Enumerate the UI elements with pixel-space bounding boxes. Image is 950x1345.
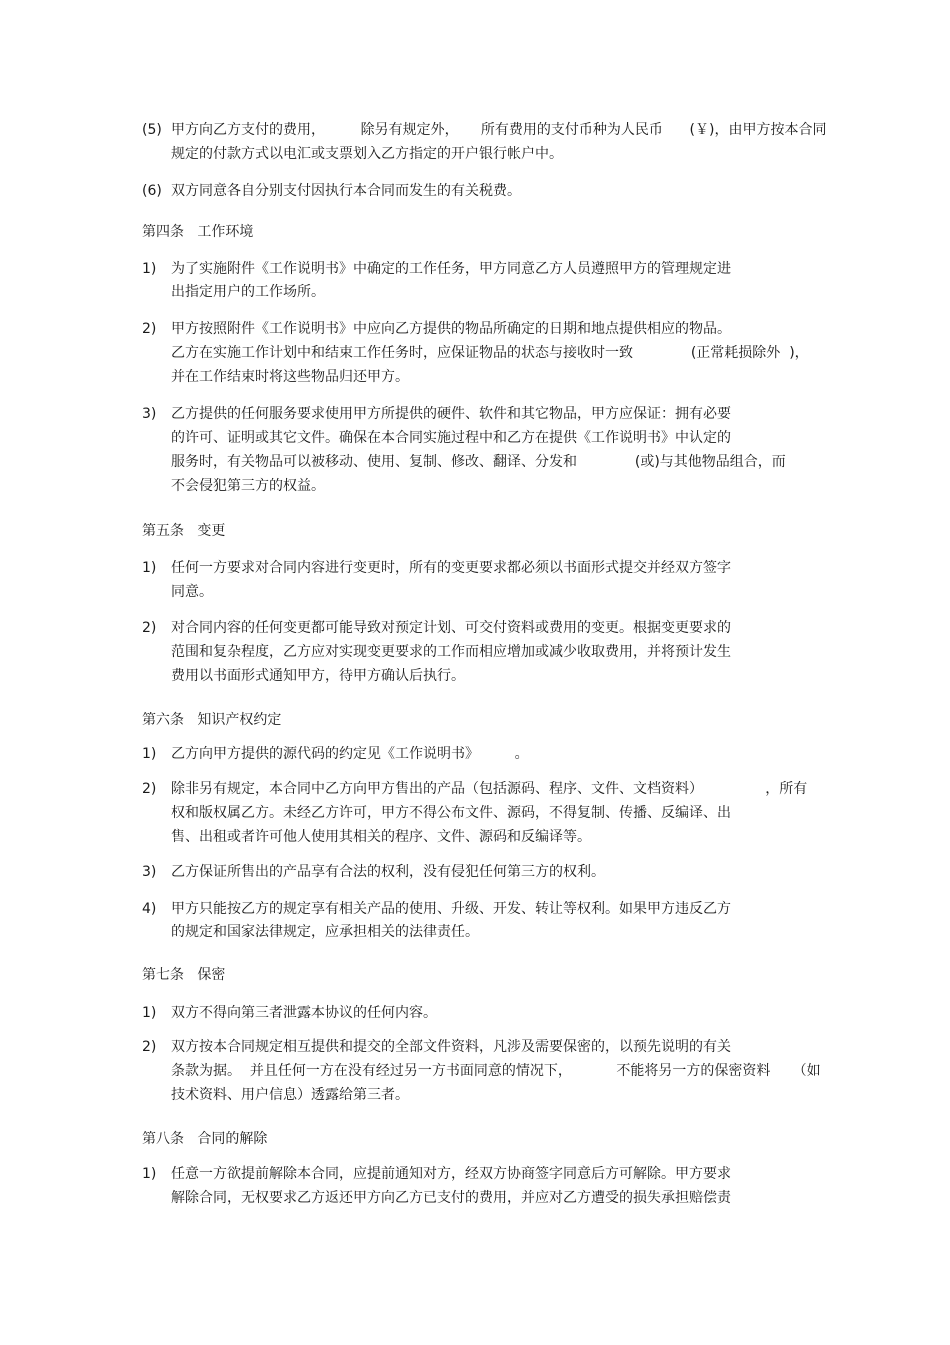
item-text-line: 任何一方要求对合同内容进行变更时，所有的变更要求都必须以书面形式提交并经双方签字 [171,560,731,576]
item-number: 3) [142,406,157,422]
item-number: 1) [142,560,157,576]
item-text-line: 技术资料、用户信息）透露给第三者。 [171,1087,409,1103]
item-text-line: 不会侵犯第三方的权益。 [171,478,325,494]
item-text-line: 服务时，有关物品可以被移动、使用、复制、修改、翻译、分发和 (或)与其他物品组合，而 [171,454,786,470]
item-text-line: 乙方在实施工作计划中和结束工作任务时，应保证物品的状态与接收时一致 (正常耗损除外 )， [171,345,809,361]
item-number: 2) [142,620,157,636]
item-text-line: 对合同内容的任何变更都可能导致对预定计划、可交付资料或费用的变更。根据变更要求的 [171,620,731,636]
item-number: 1) [142,261,157,277]
item-text-line: 范围和复杂程度，乙方应对实现变更要求的工作而相应增加或减少收取费用，并将预计发生 [171,644,731,660]
item-text-line: 售、出租或者许可他人使用其相关的程序、文件、源码和反编译等。 [171,829,591,845]
item-text-line: 乙方保证所售出的产品享有合法的权利，没有侵犯任何第三方的权利。 [171,864,605,880]
item-text-line: 为了实施附件《工作说明书》中确定的工作任务，甲方同意乙方人员遵照甲方的管理规定进 [171,261,731,277]
item-number: (6) [142,183,162,199]
item-number: 2) [142,1039,157,1055]
item-number: 3) [142,864,157,880]
item-text-line: 解除合同，无权要求乙方返还甲方向乙方已支付的费用，并应对乙方遭受的损失承担赔偿责 [171,1190,731,1206]
section-heading: 第七条 保密 [142,967,226,983]
item-text-line: 的规定和国家法律规定，应承担相关的法律责任。 [171,924,479,940]
section-heading: 第四条 工作环境 [142,224,254,240]
item-text-line: 甲方按照附件《工作说明书》中应向乙方提供的物品所确定的日期和地点提供相应的物品。 [171,321,731,337]
item-text-line: 甲方只能按乙方的规定享有相关产品的使用、升级、开发、转让等权利。如果甲方违反乙方 [171,901,731,917]
item-number: 1) [142,1166,157,1182]
item-number: (5) [142,122,162,138]
item-text-line: 双方同意各自分别支付因执行本合同而发生的有关税费。 [171,183,521,199]
item-text-line: 双方不得向第三者泄露本协议的任何内容。 [171,1005,437,1021]
item-number: 1) [142,746,157,762]
item-text-line: 甲方向乙方支付的费用， 除另有规定外， 所有费用的支付币种为人民币 (￥)，由甲方按本合同 [171,122,827,138]
item-text-line: 费用以书面形式通知甲方，待甲方确认后执行。 [171,668,465,684]
section-heading: 第六条 知识产权约定 [142,712,282,728]
item-number: 2) [142,321,157,337]
item-text-line: 乙方提供的任何服务要求使用甲方所提供的硬件、软件和其它物品，甲方应保证：拥有必要 [171,406,731,422]
item-text-line: 任意一方欲提前解除本合同，应提前通知对方，经双方协商签字同意后方可解除。甲方要求 [171,1166,731,1182]
item-text-line: 双方按本合同规定相互提供和提交的全部文件资料，凡涉及需要保密的，以预先说明的有关 [171,1039,731,1055]
item-text-line: 乙方向甲方提供的源代码的约定见《工作说明书》 。 [171,746,529,762]
item-text-line: 的许可、证明或其它文件。确保在本合同实施过程中和乙方在提供《工作说明书》中认定的 [171,430,731,446]
item-text-line: 条款为据。 并且任何一方在没有经过另一方书面同意的情况下， 不能将另一方的保密资料 （如 [171,1063,821,1079]
item-number: 4) [142,901,157,917]
item-text-line: 除非另有规定，本合同中乙方向甲方售出的产品（包括源码、程序、文件、文档资料） ，所有 [171,781,808,797]
item-number: 1) [142,1005,157,1021]
item-text-line: 并在工作结束时将这些物品归还甲方。 [171,369,409,385]
item-number: 2) [142,781,157,797]
item-text-line: 同意。 [171,584,213,600]
item-text-line: 权和版权属乙方。未经乙方许可，甲方不得公布文件、源码，不得复制、传播、反编译、出 [171,805,731,821]
item-text-line: 出指定用户的工作场所。 [171,284,325,300]
section-heading: 第八条 合同的解除 [142,1131,268,1147]
section-heading: 第五条 变更 [142,523,226,539]
item-text-line: 规定的付款方式以电汇或支票划入乙方指定的开户银行帐户中。 [171,146,563,162]
